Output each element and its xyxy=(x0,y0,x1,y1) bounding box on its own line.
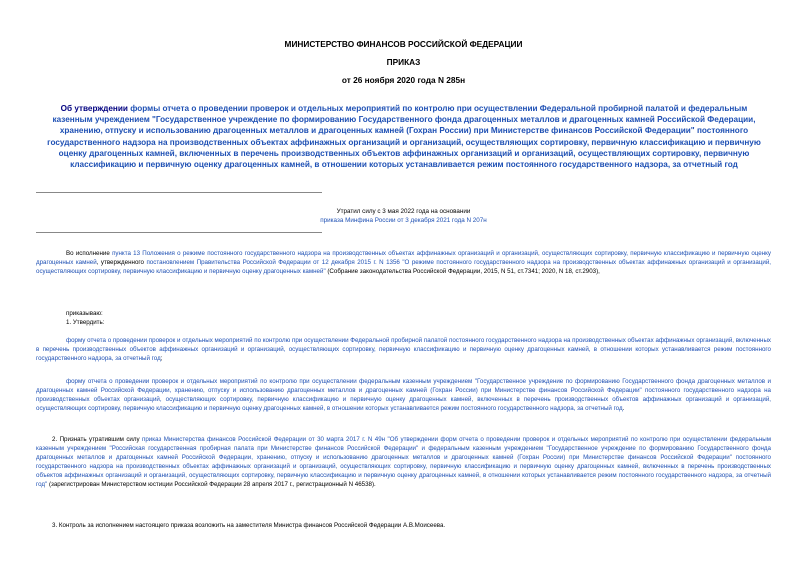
item2-text-2: (зарегистрирован Министерством юстиции Российской Федерации 28 апреля 2017 г., регистрационный N 46538). xyxy=(47,480,376,488)
divider-bottom xyxy=(36,232,322,233)
form2-link[interactable]: форму отчета о проведении проверок и отдельных мероприятий по контролю при осуществлении федеральным казенным учреждением "Государственное учреждение по формированию Государственного фонда драгоценных металлов и драгоценных камней Российской Федерации, хранению, отпуску и использованию драгоценных металлов и драгоценных камней (Гохран России) при Министерстве финансов Российской Федерации" постоянного государственного надзора на производственных объектах организаций, осуществляющих сортировку, первичную классификацию и первичную оценку драгоценных камней, включенных в перечень производственных объектов аффинажных организаций и организаций, осуществляющих сортировку, первичную классификацию и первичную оценку драгоценных камней, в отношении которых устанавливается режим постоянного государственного надзора, за отчетный год xyxy=(36,378,771,412)
preamble-text-3: (Собрание законодательства Российской Федерации, 2015, N 51, ст.7341; 2020, N 18, ст.2903), xyxy=(325,267,600,275)
lost-force-note xyxy=(36,207,771,225)
ministry-heading: МИНИСТЕРСТВО ФИНАНСОВ РОССИЙСКОЙ ФЕДЕРАЦИИ xyxy=(284,39,523,49)
item1-form2 xyxy=(36,378,771,414)
doc-type-heading: ПРИКАЗ xyxy=(386,57,421,67)
form1-end: ; xyxy=(160,354,163,362)
form2-end: . xyxy=(622,404,625,412)
item2-paragraph xyxy=(36,436,771,489)
item1-form1 xyxy=(36,337,771,364)
order-word: приказываю: xyxy=(66,310,103,317)
divider-top xyxy=(36,192,322,193)
item1-label: 1. Утвердить: xyxy=(66,319,105,326)
form1-link[interactable]: форму отчета о проведении проверок и отдельных мероприятий по контролю при осуществлении Федеральной пробирной палатой постоянного государственного надзора на производственных объектах аффинажных организаций, включенных в перечень производственных объектов аффинажных организаций и организаций, осуществляющих сортировку, первичную классификацию и первичную оценку драгоценных камней, в отношении которых устанавливается режим постоянного государственного надзора, за отчетный год xyxy=(36,337,771,362)
item3-paragraph: 3. Контроль за исполнением настоящего приказа возложить на заместителя Министра финансов Российской Федерации А.В.Моисеева. xyxy=(52,522,446,529)
preamble-link-2[interactable]: постановлением Правительства Российской Федерации от 12 декабря 2015 г. N 1356 "О режиме постоянного государственного надзора на производственных объектах аффинажных организаций и организаций, осуществляющих сортировку, первичную классификацию и первичную оценку драгоценных камней" xyxy=(36,258,771,275)
item2-link[interactable]: приказ Министерства финансов Российской Федерации от 30 марта 2017 г. N 49н "Об утверждении форм отчета о проведении проверок и отдельных мероприятий по контролю при осуществлении федеральным казенным учреждением "Российская государственная пробирная палата при Министерстве финансов Российской Федерации" и федеральным казенным учреждением "Государственное учреждение по формированию Государственного фонда драгоценных металлов и драгоценных камней Российской Федерации, хранению, отпуску и использованию драгоценных металлов и драгоценных камней (Гохран России) при Министерстве финансов Российской Федерации" постоянного государственного надзора на производственных объектах аффинажных организаций и организаций, осуществляющих сортировку, первичную классификацию и первичную оценку драгоценных камней, включенных в перечень производственных объектов аффинажных организаций и организаций, осуществляющих сортировку, первичную классификацию и первичную оценку драгоценных камней, в отношении которых устанавливается режим постоянного государственного надзора, за отчетный год" xyxy=(36,436,771,488)
lost-force-line1: Утратил силу с 3 мая 2022 года на основании xyxy=(336,208,471,215)
date-number-heading: от 26 ноября 2020 года N 285н xyxy=(341,75,466,85)
lost-force-link[interactable]: приказа Минфина России от 3 декабря 2021 года N 207н xyxy=(320,217,487,224)
title-link[interactable]: формы отчета о проведении проверок и отдельных мероприятий по контролю при осуществлении Федеральной пробирной палатой и федеральным казенным учреждением "Государственное учреждение по формированию Государственного фонда драгоценных металлов и драгоценных камней Российской Федерации, хранению, отпуску и использованию драгоценных металлов и драгоценных камней (Гохран России) при Министерстве финансов Российской Федерации" постоянного государственного надзора на производственных объектах аффинажных организаций и организаций, осуществляющих сортировку, первичную классификацию и первичную оценку драгоценных камней, включенных в перечень производственных объектов аффинажных организаций и организаций, осуществляющих сортировку, первичную классификацию и первичную оценку драгоценных камней, в отношении которых устанавливается режим постоянного государственного надзора, за отчетный год xyxy=(47,104,761,170)
document-title xyxy=(40,103,768,170)
item2-text-1: 2. Признать утратившим силу xyxy=(52,436,143,443)
preamble-link-1[interactable]: пункта 13 Положения о режиме постоянного государственного надзора на производственных объектах аффинажных организаций и организаций, осуществляющих сортировку, первичную классификацию и первичную оценку драгоценных камней xyxy=(36,250,771,266)
title-prefix: Об утверждении xyxy=(60,104,131,113)
preamble-text-1: Во исполнение xyxy=(66,250,113,257)
preamble-paragraph xyxy=(36,250,771,277)
preamble-text-2: , утвержденного xyxy=(96,258,147,266)
